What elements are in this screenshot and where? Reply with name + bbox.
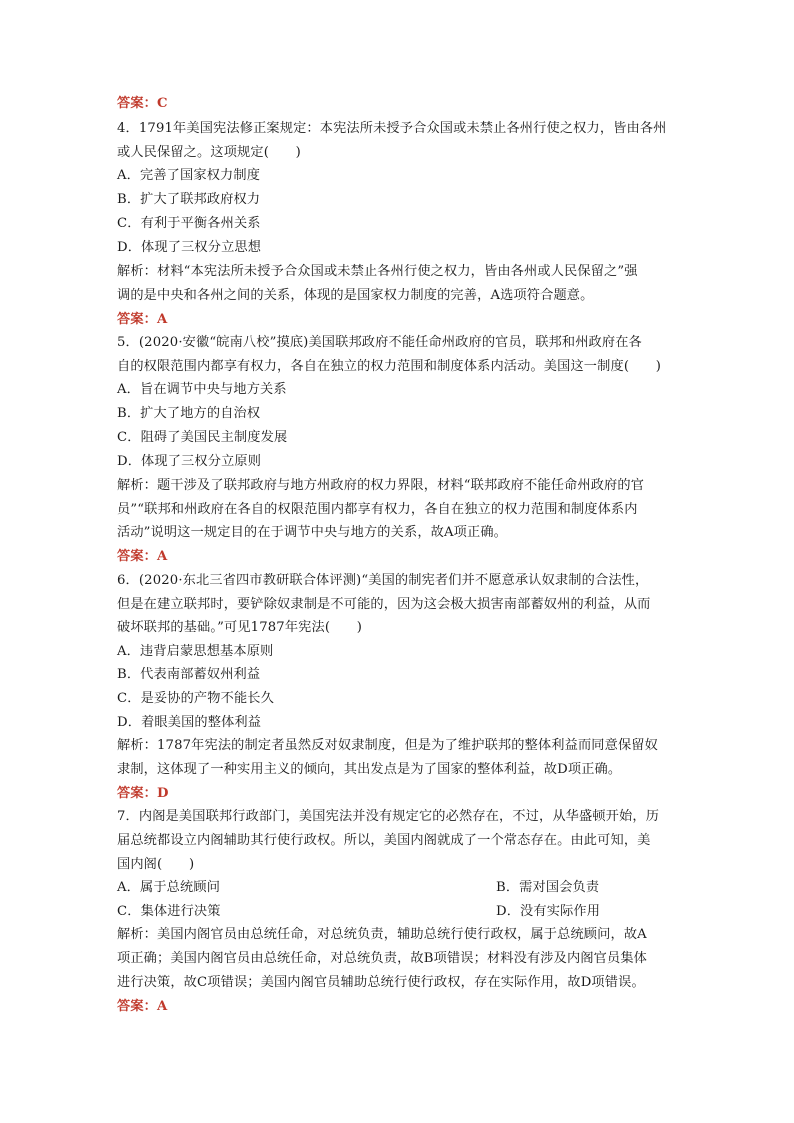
q5-stem-line-1: 5．(2020·安徽“皖南八校”摸底)美国联邦政府不能任命州政府的官员，联邦和州政府在各	[117, 335, 642, 350]
q4-option-a: A．完善了国家权力制度	[117, 168, 261, 183]
q7-answer: 答案：A	[117, 999, 168, 1014]
q4-answer: 答案：A	[117, 312, 168, 327]
q5-option-c: C．阻碍了美国民主制度发展	[117, 430, 288, 445]
q7-option-c: C．集体进行决策	[117, 904, 221, 919]
q4-option-b: B．扩大了联邦政府权力	[117, 192, 261, 207]
q7-analysis-line-2: 项正确；美国内阁官员由总统任命，对总统负责，故B项错误；材料没有涉及内阁官员集体	[117, 951, 647, 966]
q4-option-d: D．体现了三权分立思想	[117, 240, 262, 255]
q7-analysis-line-3: 进行决策，故C项错误；美国内阁官员辅助总统行使行政权，存在实际作用，故D项错误。	[117, 975, 645, 990]
q5-analysis-line-1: 解析：题干涉及了联邦政府与地方州政府的权力界限，材料“联邦政府不能任命州政府的官	[117, 478, 645, 493]
q5-analysis-line-3: 活动”说明这一规定目的在于调节中央与地方的关系，故A项正确。	[117, 525, 508, 540]
q3-answer: 答案：C	[117, 96, 168, 111]
q6-stem-line-3: 破坏联邦的基础。”可见1787年宪法( )	[117, 620, 363, 635]
q7-stem-line-3: 国内阁( )	[117, 857, 195, 872]
q4-analysis-line-2: 调的是中央和各州之间的关系，体现的是国家权力制度的完善，A选项符合题意。	[117, 288, 594, 303]
q5-option-a: A．旨在调节中央与地方关系	[117, 382, 287, 397]
q6-option-c: C．是妥协的产物不能长久	[117, 691, 274, 706]
q6-analysis-line-2: 隶制，这体现了一种实用主义的倾向，其出发点是为了国家的整体利益，故D项正确。	[117, 762, 622, 777]
q5-stem-line-2: 自的权限范围内都享有权力，各自在独立的权力范围和制度体系内活动。美国这一制度( )	[117, 359, 662, 374]
q5-analysis-line-2: 员”“联邦和州政府在各自的权限范围内都享有权力，各自在独立的权力范围和制度体系内	[117, 502, 638, 517]
q7-option-b: B．需对国会负责	[496, 880, 600, 895]
q6-analysis-line-1: 解析：1787年宪法的制定者虽然反对奴隶制度，但是为了维护联邦的整体利益而同意保留奴	[117, 738, 658, 753]
q5-option-d: D．体现了三权分立原则	[117, 454, 262, 469]
q4-analysis-line-1: 解析：材料“本宪法所未授予合众国或未禁止各州行使之权力，皆由各州或人民保留之”强	[117, 264, 638, 279]
q7-option-a: A．属于总统顾问	[117, 880, 221, 895]
q4-option-c: C．有利于平衡各州关系	[117, 216, 261, 231]
q7-stem-line-1: 7．内阁是美国联邦行政部门，美国宪法并没有规定它的必然存在，不过，从华盛顿开始，历	[117, 809, 660, 824]
q5-option-b: B．扩大了地方的自治权	[117, 406, 261, 421]
q6-option-d: D．着眼美国的整体利益	[117, 715, 262, 730]
q6-option-b: B．代表南部蓄奴州利益	[117, 667, 261, 682]
q7-analysis-line-1: 解析：美国内阁官员由总统任命，对总统负责，辅助总统行使行政权，属于总统顾问，故A	[117, 927, 647, 942]
q6-option-a: A．违背启蒙思想基本原则	[117, 644, 274, 659]
q5-answer: 答案：A	[117, 549, 168, 564]
q4-stem-line-1: 4．1791年美国宪法修正案规定：本宪法所未授予合众国或未禁止各州行使之权力，皆由各州	[117, 121, 667, 136]
q7-option-d: D．没有实际作用	[496, 904, 601, 919]
q4-stem-line-2: 或人民保留之。这项规定( )	[117, 145, 301, 160]
q6-stem-line-2: 但是在建立联邦时，要铲除奴隶制是不可能的，因为这会极大损害南部蓄奴州的利益，从而	[117, 597, 651, 612]
q6-stem-line-1: 6．(2020·东北三省四市教研联合体评测)“美国的制宪者们并不愿意承认奴隶制的合法性，	[117, 573, 649, 588]
q7-stem-line-2: 届总统都设立内阁辅助其行使行政权。所以，美国内阁就成了一个常态存在。由此可知，美	[117, 833, 651, 848]
q6-answer: 答案：D	[117, 786, 169, 801]
